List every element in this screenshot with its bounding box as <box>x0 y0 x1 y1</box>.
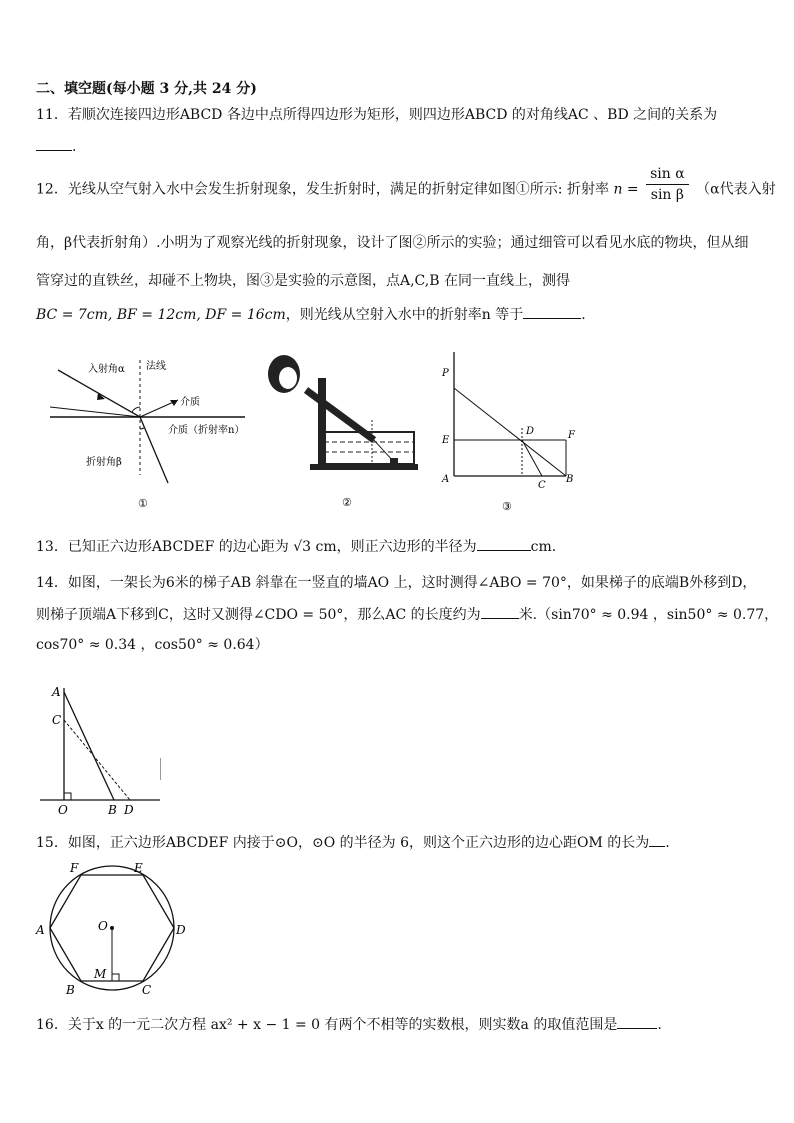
q12-blank[interactable] <box>523 304 581 319</box>
normal-label: 法线 <box>146 361 166 372</box>
refract-angle-arc <box>140 428 144 429</box>
q16-suffix: 有两个不相等的实数根，则实数a 的取值范围是 <box>324 1017 618 1033</box>
fig3-label-E: E <box>442 435 450 446</box>
q13-blank[interactable] <box>477 536 531 551</box>
q14-line3: cos70° ≈ 0.34 ，cos50° ≈ 0.64） <box>36 637 269 653</box>
q15-label-M: M <box>94 967 107 981</box>
fig3-label-B: B <box>566 474 574 485</box>
q14-line2-end: 米.（sin70° ≈ 0.94 ，sin50° ≈ 0.77， <box>518 607 779 623</box>
fig3-ray-pb <box>454 388 566 476</box>
q12-line4-math: BC = 7cm, BF = 12cm, DF = 16cm <box>36 307 286 323</box>
medium2-label: 介质（折射率n） <box>168 425 245 436</box>
q14-label-A: A <box>52 685 61 699</box>
fig1-caption: ① <box>138 497 148 510</box>
q15-label-E: E <box>134 861 143 875</box>
q14-blank[interactable] <box>481 604 519 619</box>
second-ray <box>50 407 140 417</box>
q14-line2-text: 则梯子顶端A下移到C，这时又测得∠CDO = 50°，那么AC 的长度约为 <box>36 607 481 623</box>
incident-angle-arc <box>132 407 140 412</box>
q16-equation: ax² + x − 1 = 0 <box>210 1017 321 1033</box>
q11-answer-line <box>36 136 76 155</box>
q12-frac-num: sin α <box>646 166 689 185</box>
q13-end: cm. <box>530 539 557 555</box>
q12-line2: 角，β代表折射角）.小明为了观察光线的折射现象，设计了图②所示的实验；通过细管可以看见水底的物块，但从细 <box>36 235 749 251</box>
q14-line1: 14．如图，一架长为6米的梯子AB 斜靠在一竖直的墙AO 上，这时测得∠ABO = 70°，如果梯子的底端B外移到D， <box>36 575 757 591</box>
q12-n-eq: n = <box>613 181 639 198</box>
incident-angle-label: 入射角α <box>88 364 125 375</box>
q11-blank[interactable] <box>36 136 72 151</box>
right-angle-mark <box>64 793 71 800</box>
fig2-caption: ② <box>342 496 352 509</box>
q15-text: 15．如图，正六边形ABCDEF 内接于⊙O，⊙O 的半径为 6，则这个正六边形的边心距OM 的长为 <box>36 835 650 851</box>
q12-fraction <box>646 166 689 203</box>
q12-line4-text: ，则光线从空射入水中的折射率n 等于 <box>285 307 524 323</box>
fig3-label-A: A <box>442 474 450 485</box>
q15-label-C: C <box>142 983 152 997</box>
fig3-label-F: F <box>568 430 575 441</box>
fig3-caption: ③ <box>502 500 512 513</box>
q15-label-D: D <box>176 923 186 937</box>
q16-line <box>36 1014 662 1034</box>
q15-label-O: O <box>98 919 108 933</box>
q15-label-F: F <box>70 861 79 875</box>
q13-line <box>36 536 556 556</box>
q12-figure-1 <box>50 355 255 515</box>
q11-end: . <box>72 139 77 155</box>
q12-figure-3 <box>438 348 588 516</box>
observer-face <box>279 367 297 389</box>
q14-label-C: C <box>52 713 62 727</box>
q13-prefix: 13．已知正六边形ABCDEF 的边心距为 <box>36 539 289 555</box>
q12-line3: 管穿过的直铁丝，却碰不上物块，图③是实验的示意图，点A,C,B 在同一直线上，测得 <box>36 273 570 289</box>
section-title: 二、填空题(每小题 3 分,共 24 分) <box>36 81 257 97</box>
q14-label-D: D <box>124 803 134 817</box>
q15-blank[interactable] <box>649 832 665 847</box>
q15-figure <box>34 860 194 1000</box>
q12-line1-suffix: （α代表入射 <box>696 181 776 198</box>
q12-line4: BC = 7cm, BF = 12cm, DF = 16cm，则光线从空射入水中的折射率n 等于 . <box>36 304 586 324</box>
fig3-label-P: P <box>442 368 449 379</box>
refract-angle-label: 折射角β <box>86 457 122 468</box>
ladder-cd <box>64 720 130 800</box>
q14-line2 <box>36 604 778 624</box>
refracted-ray <box>140 417 168 483</box>
incident-ray <box>58 370 140 417</box>
q13-unit: cm，则正六边形的半径为 <box>315 539 477 555</box>
center-point <box>110 926 114 930</box>
object-block <box>390 458 398 464</box>
q15-line <box>36 832 670 852</box>
q13-sqrt: √3 <box>293 539 312 555</box>
medium-label: 介质 <box>180 397 200 408</box>
fig3-label-D: D <box>526 426 535 437</box>
q16-blank[interactable] <box>617 1014 657 1029</box>
q16-end: . <box>657 1017 662 1033</box>
fig3-label-C: C <box>538 480 546 491</box>
q12-line1 <box>36 166 776 203</box>
q16-prefix: 16．关于x 的一元二次方程 <box>36 1017 207 1033</box>
stray-mark <box>160 758 161 780</box>
q11-text: 11．若顺次连接四边形ABCD 各边中点所得四边形为矩形，则四边形ABCD 的对角线AC 、BD 之间的关系为 <box>36 107 718 123</box>
q15-right-angle <box>112 974 119 981</box>
q14-figure <box>36 680 176 820</box>
q15-label-A: A <box>36 923 45 937</box>
q15-end: . <box>665 835 670 851</box>
fig3-ray-dc <box>522 440 542 476</box>
q12-line1-prefix: 12．光线从空气射入水中会发生折射现象，发生折射时，满足的折射定律如图①所示: 折射率 <box>36 181 609 198</box>
q12-frac-den: sin β <box>650 187 684 203</box>
q12-figure-2 <box>262 348 427 513</box>
q14-label-O: O <box>58 803 68 817</box>
ladder-ab <box>64 692 114 800</box>
q14-label-B: B <box>108 803 117 817</box>
q15-label-B: B <box>66 983 75 997</box>
